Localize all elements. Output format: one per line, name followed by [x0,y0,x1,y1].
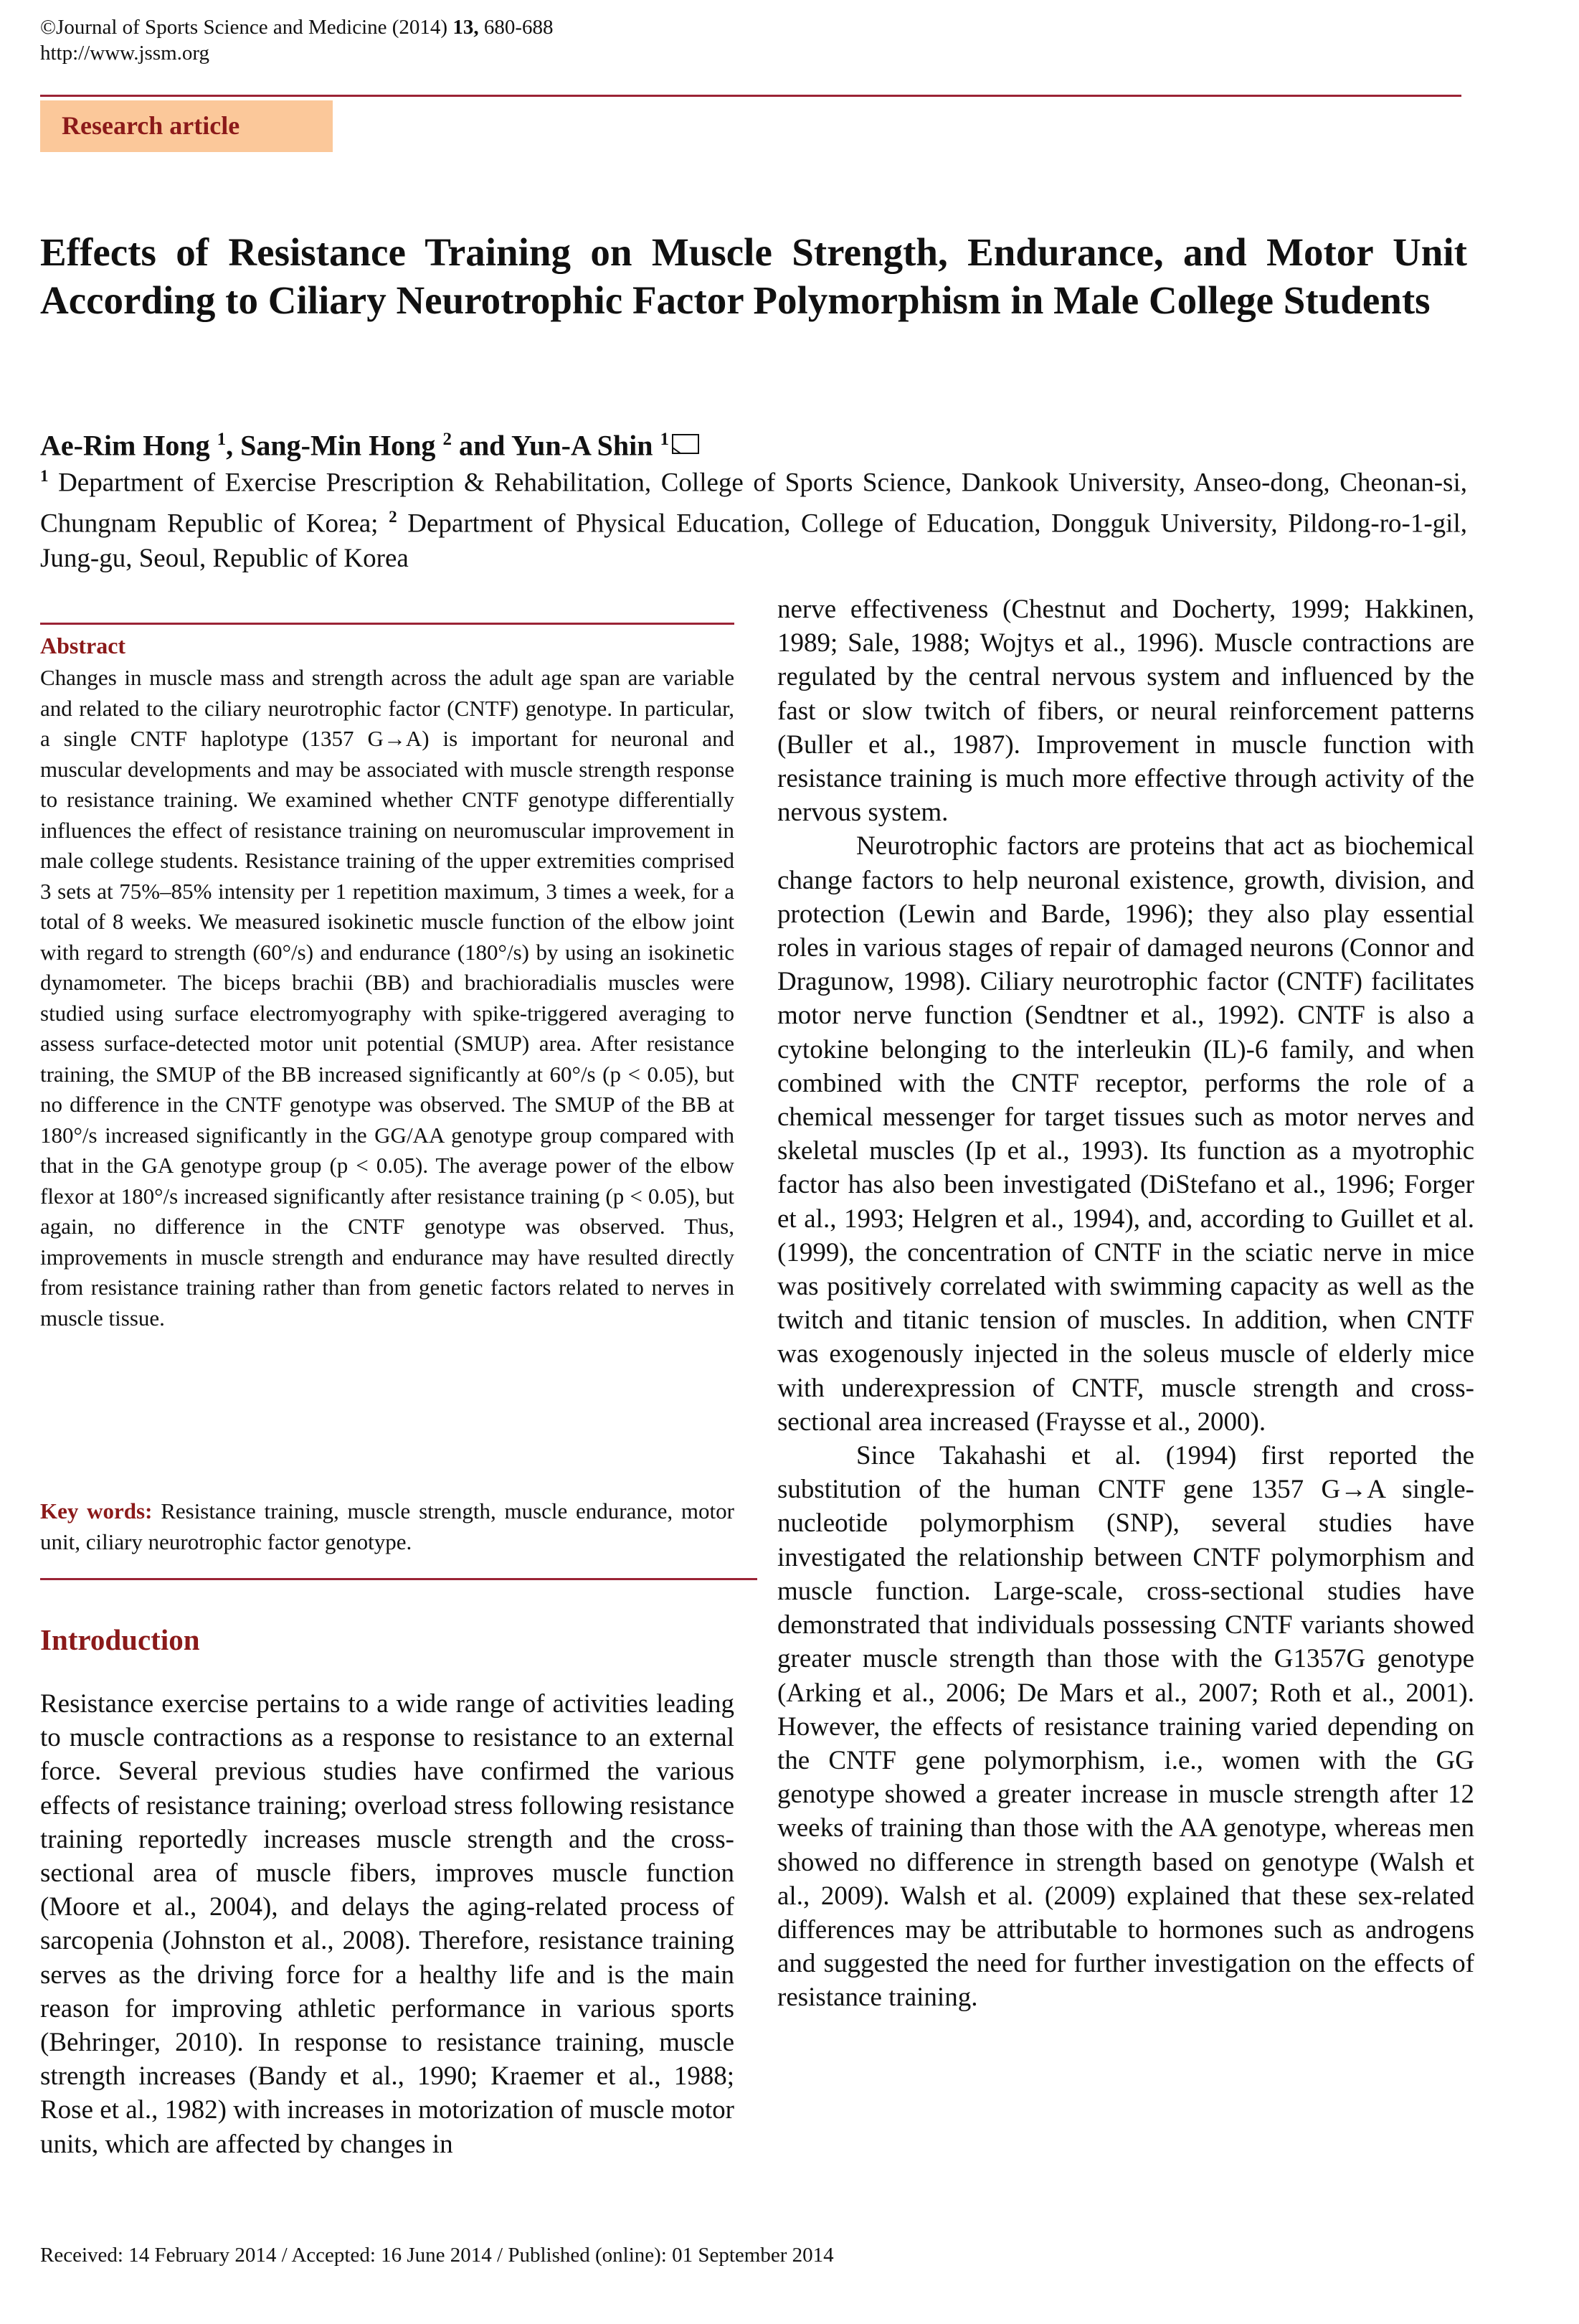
header-rule [40,95,1461,97]
author-name: Sang-Min Hong [240,429,436,462]
abstract-top-rule [40,623,734,625]
abstract-bottom-rule [40,1578,757,1580]
right-column [777,592,1474,2015]
author-name: Yun-A Shin [511,429,653,462]
journal-header [40,14,554,66]
keywords-text: Resistance training, muscle strength, muscle endurance, motor unit, ciliary neurotrophic factor genotype. [40,1498,734,1554]
author-affiliation-mark: 1 [660,430,670,449]
introduction-paragraph: Resistance exercise pertains to a wide range of activities leading to muscle contractions as a response to resistance to an external force. Several previous studies have confirmed the various effects of resistance training; overload stress following resistance training reportedly increases muscle strength and the cross-sectional area of muscle fibers, improves muscle function (Moore et al., 2004), and delays the aging-related process of sarcopenia (Johnston et al., 2008). Therefore, resistance training serves as the driving force for a healthy life and is the main reason for improving athletic performance in various sports (Behringer, 2010). In response to resistance training, muscle strength increases (Bandy et al., 1990; Kraemer et al., 1988; Rose et al., 1982) with increases in motorization of muscle motor units, which are affected by changes in [40,1689,734,2159]
body-paragraph: Neurotrophic factors are proteins that act as biochemical change factors to help neuronal existence, growth, division, and protection (Lewin and Barde, 1996); they also play essential roles in various stages of repair of damaged neurons (Connor and Dragunow, 1998). Ciliary neurotrophic factor (CNTF) facilitates motor nerve function (Sendtner et al., 1992). CNTF is also a cytokine belonging to the interleukin (IL)-6 family, and when combined with the CNTF receptor, performs the role of a chemical messenger for target tissues such as motor nerves and skeletal muscles (Ip et al., 1993). Its function as a myotrophic factor has also been investigated (DiStefano et al., 1996; Forger et al., 1993; Helgren et al., 1994), and, according to Guillet et al. (1999), the concentration of CNTF in the sciatic nerve in mice was positively correlated with swimming capacity as well as the twitch and titanic tension of muscles. In addition, when CNTF was exogenously injected in the soleus muscle of elderly mice with underexpression of CNTF, muscle strength and cross-sectional area increased (Fraysse et al., 2000). [777,831,1474,1437]
journal-citation: ©Journal of Sports Science and Medicine (2014) 13, 680-688 [40,16,554,39]
abstract-heading: Abstract [40,633,126,658]
article-type-label: Research article [62,111,240,140]
introduction-heading: Introduction [40,1623,200,1656]
affiliation-text: Department of Physical Education, College of Education, Dongguk University, Pildong-ro-1-gil, Jung-gu, Seoul, Republic of Korea [40,509,1467,573]
body-paragraph: nerve effectiveness (Chestnut and Docherty, 1999; Hakkinen, 1989; Sale, 1988; Wojtys et al., 1996). Muscle contractions are regulated by the central nervous system and influenced by the fast or slow twitch of fibers, or neural reinforcement patterns (Buller et al., 1987). Improvement in muscle function with resistance training is much more effective through activity of the nervous system. [777,595,1474,828]
author-affiliation-mark: 1 [217,430,227,449]
publication-dates: Received: 14 February 2014 / Accepted: 16 June 2014 / Published (online): 01 September 2014 [40,2244,834,2267]
keywords [40,1496,734,1557]
author-name: Ae-Rim Hong [40,429,210,462]
affiliation-mark: 1 [40,467,49,485]
author-affiliation-mark: 2 [442,430,452,449]
article-title: Effects of Resistance Training on Muscle Strength, Endurance, and Motor Unit According to Ciliary Neurotrophic Factor Polymorphism in Male College Students [40,230,1467,322]
affiliation-mark: 2 [389,508,397,526]
abstract-text: Changes in muscle mass and strength across the adult age span are variable and related to the ciliary neurotrophic factor (CNTF) genotype. In particular, a single CNTF haplotype (1357 G→A) is important for neuronal and muscular developments and may be associated with muscle strength response to resistance training. We examined whether CNTF genotype differentially influences the effect of resistance training on neuromuscular improvement in male college students. Resistance training of the upper extremities comprised 3 sets at 75%–85% intensity per 1 repetition maximum, 3 times a week, for a total of 8 weeks. We measured isokinetic muscle function of the elbow joint with regard to strength (60°/s) and endurance (180°/s) by using an isokinetic dynamometer. The biceps brachii (BB) and brachioradialis muscles were studied using surface electromyography with spike-triggered averaging to assess surface-detected motor unit potential (SMUP) area. After resistance training, the SMUP of the BB increased significantly at 60°/s (p < 0.05), but no difference in the CNTF genotype was observed. The SMUP of the BB at 180°/s increased significantly in the GG/AA genotype group compared with that in the GA genotype group (p < 0.05). The average power of the elbow flexor at 180°/s increased significantly after resistance training (p < 0.05), but again, no difference in the CNTF genotype was observed. Thus, improvements in muscle strength and endurance may have resulted directly from resistance training rather than from genetic factors related to nerves in muscle tissue. [40,665,734,1331]
affiliations [40,459,1467,576]
mail-icon[interactable] [672,434,699,454]
journal-url[interactable]: http://www.jssm.org [40,42,210,65]
author-list: Ae-Rim Hong $^1$, Sang-Min Hong $^2$ and Yun-A Shin $^1$ [40,422,699,463]
body-paragraph: Since Takahashi et al. (1994) first reported the substitution of the human CNTF gene 1357 G→A single-nucleotide polymorphism (SNP), several studies have investigated the relationship between CNTF polymorphism and muscle function. Large-scale, cross-sectional studies have demonstrated that individuals possessing CNTF variants showed greater muscle strength than those with the G1357G genotype (Arking et al., 2006; De Mars et al., 2007; Roth et al., 2001). However, the effects of resistance training varied depending on the CNTF gene polymorphism, i.e., women with the GG genotype showed a greater increase in muscle strength after 12 weeks of training than those with the AA genotype, whereas men showed no difference in strength based on genotype (Walsh et al., 2009). Walsh et al. (2009) explained that these sex-related differences may be attributable to hormones such as androgens and suggested the need for further investigation on the effects of resistance training. [777,1441,1474,2013]
affiliation-text: Department of Exercise Prescription & Rehabilitation, College of Sports Science, Dankook University, Anseo-dong, Cheonan-si, Chungnam Republic of Korea; [40,468,1467,539]
article-type-badge [40,100,333,152]
keywords-label: Key words: [40,1498,153,1524]
